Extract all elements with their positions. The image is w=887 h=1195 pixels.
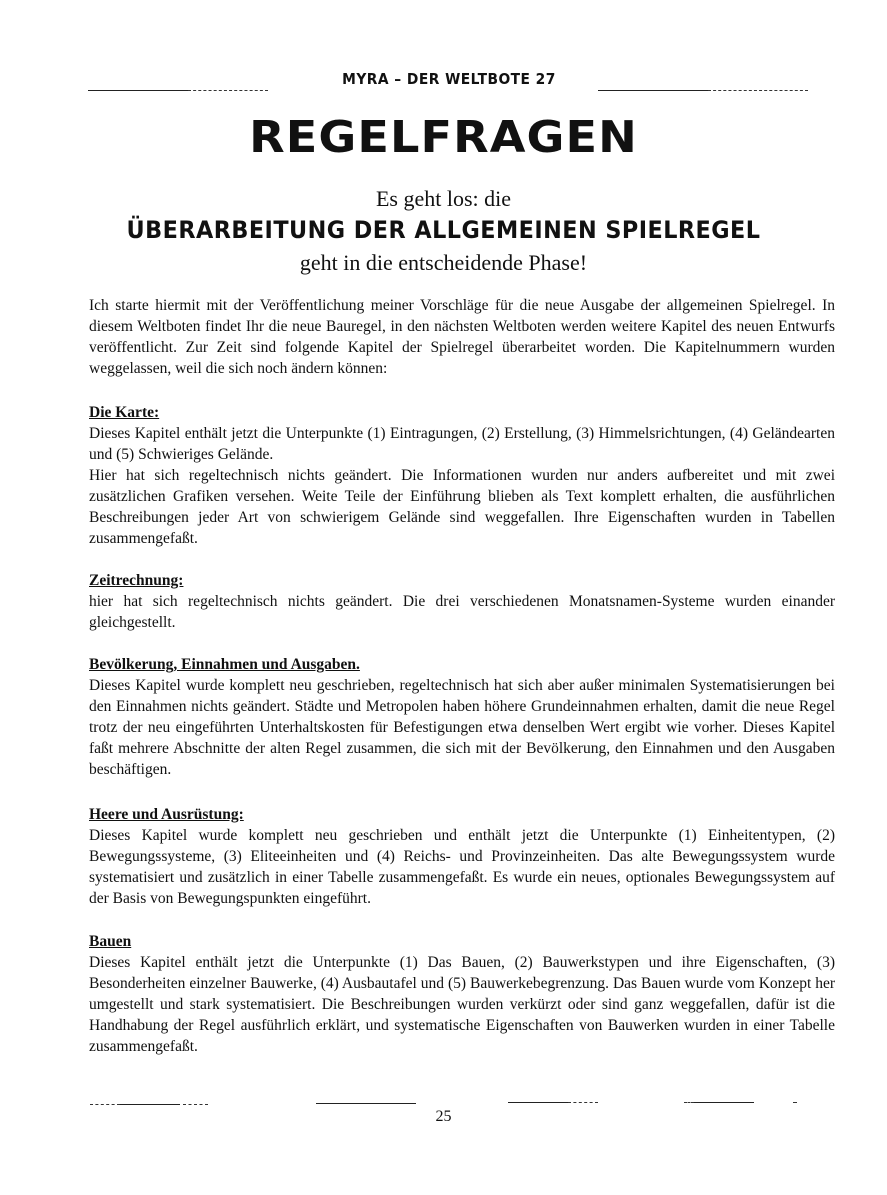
- page-header: [88, 70, 810, 94]
- section-bevoelkerung: [89, 654, 835, 780]
- section-die-karte: [89, 402, 835, 549]
- header-rule-right: [598, 90, 708, 91]
- section-heading: Die Karte:: [89, 404, 160, 421]
- section-bauen: [89, 931, 835, 1057]
- section-zeitrechnung: [89, 570, 835, 633]
- header-rule-left-dashed: [188, 90, 268, 91]
- section-paragraph: Dieses Kapitel enthält jetzt die Unterpunkte (1) Das Bauen, (2) Bauwerkstypen und ihre Eigenschaften, (3) Besonderheiten einzelner Bauwerke, (4) Ausbautafel und (5) Bauwerkebegrenzung. Das Bauen wurde vom Konzept her umgestellt und stark systematisiert. Die Beschreibungen wurden verkürzt oder sind ganz weggefallen, dafür ist die Handhabung der Regel ausführlich erklärt, und systematische Eigenschaften von Bauwerken wurden in einer Tabelle zusammengefaßt.: [89, 954, 835, 1055]
- section-heading: Zeitrechnung:: [89, 572, 184, 589]
- section-paragraph: hier hat sich regeltechnisch nichts geändert. Die drei verschiedenen Monatsnamen-Systeme wurden einander gleichgestellt.: [89, 593, 835, 631]
- running-head: MYRA – DER WELTBOTE 27: [342, 70, 556, 88]
- header-rule-right-dashed: [708, 90, 808, 91]
- footer-rule: [694, 1102, 754, 1103]
- section-paragraph: Dieses Kapitel enthält jetzt die Unterpunkte (1) Eintragungen, (2) Erstellung, (3) Himmelsrichtungen, (4) Geländearten und (5) Schwieriges Gelände.: [89, 425, 835, 463]
- subtitle-line-1: Es geht los: die: [375, 186, 512, 211]
- footer-rule: [90, 1104, 120, 1105]
- footer-rule: [120, 1104, 180, 1105]
- section-heading: Heere und Ausrüstung:: [89, 806, 244, 823]
- header-rule-left: [88, 90, 188, 91]
- page-title: REGELFRAGEN: [249, 112, 638, 163]
- section-paragraph: Dieses Kapitel wurde komplett neu geschrieben, regeltechnisch hat sich aber außer minimalen Systematisierungen bei den Einnahmen nichts geändert. Städte und Metropolen haben höhere Grundeinnahmen erhalten, damit die neue Regel trotz der neu eingeführten Unterhaltskosten für Befestigungen etwa denselben Wert ergibt wie vorher. Dieses Kapitel faßt mehrere Abschnitte der alten Regel zusammen, die sich mit der Bevölkerung, den Einnahmen und den Ausgaben beschäftigen.: [89, 677, 835, 778]
- subtitle-line-3: geht in die entscheidende Phase!: [299, 250, 588, 275]
- section-paragraph: Hier hat sich regeltechnisch nichts geändert. Die Informationen wurden nur anders aufbereitet und mit zwei zusätzlichen Grafiken versehen. Weite Teile der Einführung blieben als Text komplett erhalten, die ausführlichen Beschreibungen jeder Art von schwierigem Gelände sind weggefallen. Ihre Eigenschaften wurden in Tabellen zusammengefaßt.: [89, 467, 835, 547]
- footer-rule: [508, 1102, 568, 1103]
- footer-rule: [183, 1104, 208, 1105]
- section-heading: Bauen: [89, 933, 132, 950]
- footer-rule: [684, 1102, 694, 1103]
- subtitle-headline: ÜBERARBEITUNG DER ALLGEMEINEN SPIELREGEL: [126, 216, 761, 244]
- footer-rule: [316, 1103, 416, 1104]
- page-number: 25: [435, 1108, 452, 1125]
- section-paragraph: Dieses Kapitel wurde komplett neu geschrieben und enthält jetzt die Unterpunkte (1) Einheitentypen, (2) Bewegungssysteme, (3) Eliteeinheiten und (4) Reichs- und Provinzeinheiten. Das alte Bewegungssystem wurde systematisiert und zusätzlich in einer Tabelle zusammengefaßt. Es wurde ein neues, optionales Bewegungssystem auf der Basis von Bewegungspunkten eingeführt.: [89, 827, 835, 907]
- footer-rule: [793, 1102, 797, 1103]
- intro-paragraph: Ich starte hiermit mit der Veröffentlichung meiner Vorschläge für die neue Ausgabe der allgemeinen Spielregel. In diesem Weltboten findet Ihr die neue Bauregel, in den nächsten Weltboten werden weitere Kapitel des neuen Entwurfs veröffentlicht. Zur Zeit sind folgende Kapitel der Spielregel überarbeitet worden. Die Kapitelnummern wurden weggelassen, weil die sich noch ändern können:: [89, 297, 835, 377]
- intro-paragraph-block: [89, 295, 835, 379]
- section-heading: Bevölkerung, Einnahmen und Ausgaben.: [89, 656, 360, 673]
- section-heere-und-ausruestung: [89, 804, 835, 909]
- footer-rule: [568, 1102, 598, 1103]
